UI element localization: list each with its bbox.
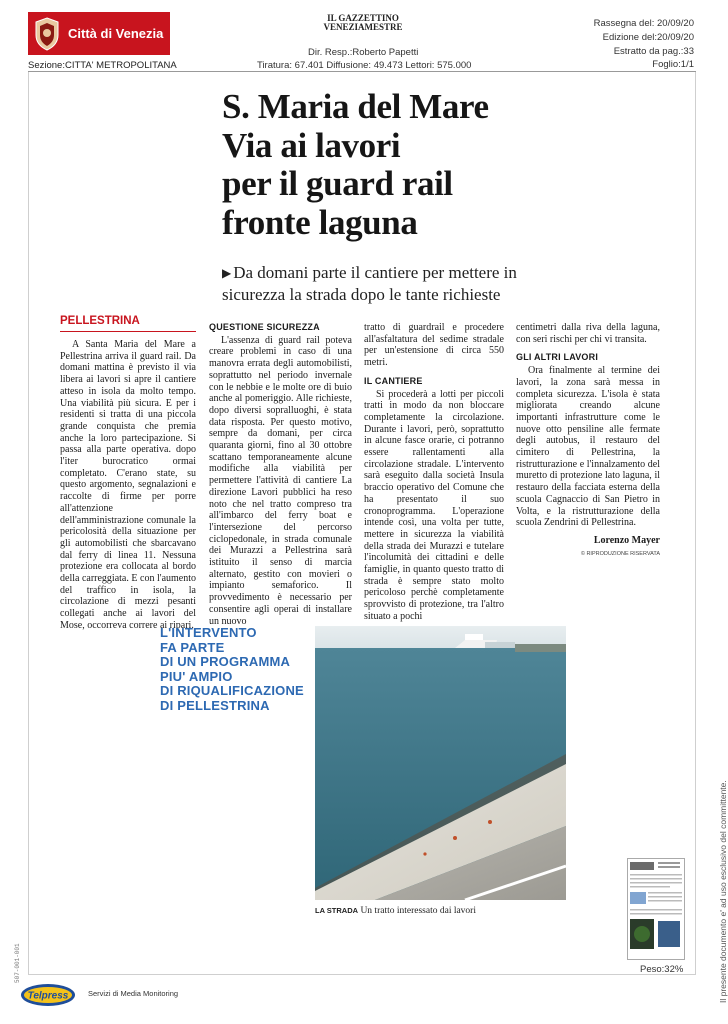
lagoon-road-photo: [315, 626, 566, 900]
pull-quote: [160, 626, 310, 713]
section-heading: QUESTIONE SICUREZZA: [209, 322, 320, 332]
paragraph: A Santa Maria del Mare a Pellestrina arriva il guard rail. Da domani mattina è previsto il via libera ai lavori si apre il cantiere atteso in isola da molto tempo. Una viabilità più sicura. E per i residenti si tratta di una piccola grande conquista che premia anche la loro partecipazione. Si passa alla parte operativa. dopo l'iter burocratico ormai completato. C'erano state, su questo argomento, segnalazioni e raccolte di firme per porre all'attenzione dell'amministrazione comunale la pericolosità della situazione per gli automobilisti che sbarcavano dal ferry di linea 11. Nessuna protezione era collocata al bordo della carreggiata. E con l'aumento del traffico in isola, la circolazione di mezzi pesanti collegati anche ai lavori del Mose, occorreva correre ai ripari.: [60, 339, 196, 631]
headline-line: S. Maria del Mare: [222, 87, 489, 126]
triangle-bullet-icon: ▶: [222, 266, 232, 280]
citta-di-venezia-logo: [28, 12, 170, 55]
headline-line: per il guard rail: [222, 164, 453, 203]
telpress-logo-text: Telpress: [27, 990, 69, 1002]
caption-label: LA STRADA: [315, 906, 359, 915]
pull-quote-line: L'INTERVENTO: [160, 625, 257, 640]
pull-quote-line: DI RIQUALIFICAZIONE: [160, 683, 304, 698]
document-meta: [594, 17, 694, 72]
paragraph: centimetri dalla riva della laguna, con seri rischi per chi vi transita.: [516, 322, 660, 345]
pull-quote-line: DI UN PROGRAMMA: [160, 654, 291, 669]
director-line: Dir. Resp.:Roberto Papetti: [308, 47, 419, 58]
reproduction-notice: © RIPRODUZIONE RISERVATA: [580, 550, 660, 557]
paragraph: Si procederà a lotti per piccoli tratti in modo da non bloccare completamente la circolazione. Durante i lavori, però, soprattutto in alcune fasce orarie, ci potranno essere rallentamenti alla circolazione stradale. L'intervento sarà eseguito dalla società Insula braccio operativo del Comune che ha presentato il suo cronoprogramma. L'operazione intende così, una volta per tutte, mettere in sicurezza la viabilità della strada dei Murazzi e tutelare l'incolumità dei cittadini e delle famiglie, in quanto questo tratto di strada è sempre stato molto pericoloso perchè completamente sprovvisto di protezione, tra l'altro situato a pochi: [364, 388, 504, 622]
paragraph: Ora finalmente al termine dei lavori, la zona sarà messa in completa sicurezza. L'isola è stata migliorata creando alcune importanti infrastrutture come le nuove otto pensiline alle fermate degli autobus, il restauro del cimitero di Pellestrina, la ristrutturazione e l'innalzamento del muretto di protezione lato laguna, il restauro della facciata esterna della scuola Cagnaccio di San Pietro in Volta, e la ristrutturazione della scuola Zendrini di Pellestrina.: [516, 365, 660, 529]
masthead-title: IL GAZZETTINO: [327, 13, 399, 23]
venezia-crest-icon: [34, 17, 60, 51]
rassegna-date: Rassegna del: 20/09/20: [593, 18, 694, 29]
usage-notice-text: Il presente documento e' ad uso esclusivo del committente.: [718, 780, 728, 1003]
section-heading: IL CANTIERE: [364, 375, 423, 386]
circulation-line: Tiratura: 67.401 Diffusione: 49.473 Lettori: 575.000: [257, 60, 472, 71]
kicker-divider: [60, 331, 196, 332]
subhead-text: Da domani parte il cantiere per mettere in sicurezza la strada dopo le tante richieste: [222, 263, 517, 304]
section-label: Sezione:CITTA' METROPOLITANA: [28, 60, 177, 71]
document-code-text: 507-001-001: [14, 943, 21, 983]
pull-quote-line: FA PARTE: [160, 639, 225, 655]
paragraph: tratto di guardrail e procedere all'asfaltatura del sedime stradale per un'estensione di circa 550 metri.: [364, 322, 504, 369]
headline-line: fronte laguna: [222, 202, 418, 242]
edizione-date: Edizione del:20/09/20: [602, 31, 694, 43]
headline-line: Via ai lavori: [222, 125, 401, 165]
peso-label: Peso:32%: [640, 964, 684, 975]
section-heading: GLI ALTRI LAVORI: [516, 352, 599, 363]
article-subhead: [222, 262, 522, 305]
article-photo: [315, 626, 566, 900]
article-column-4: [516, 322, 660, 560]
article-headline: [222, 88, 662, 242]
pull-quote-line: DI PELLESTRINA: [160, 697, 270, 713]
masthead-subtitle: VENEZIAMESTRE: [323, 22, 403, 32]
article-column-1: [60, 339, 196, 632]
logo-text: Città di Venezia: [68, 26, 164, 41]
newspaper-masthead: [323, 14, 403, 32]
estratto-page: Estratto da pag.:33: [613, 45, 694, 57]
page-thumbnail: [627, 858, 685, 960]
article-byline: Lorenzo Mayer: [593, 534, 660, 546]
foglio-number: Foglio:1/1: [652, 59, 694, 71]
page-thumbnail-image: [628, 859, 684, 959]
article-column-3: [364, 322, 504, 623]
paragraph: L'assenza di guard rail poteva creare problemi in caso di una manovra errata degli automobilisti, soprattutto nel periodo invernale con le nebbie e le molte ore di buio anche al pomeriggio. Alle richieste, dopo diversi sopralluoghi, è stata data risposta. Per questo motivo, sempre da domani, per circa quaranta giorni, fino al 30 ottobre scattano temporaneamente alcune modifiche alla viabilità per permettere l'attività di cantiere La direzione Lavori pubblici ha reso noto che nel tratto compreso tra all'imbarco del ferry boat e l'intersezione del percorso ciclopedonale, in strada comunale dei Murazzi a Pellestrina sarà istituito il senso di marcia alternato, gestito con movieri o impianto semaforico. Il provvedimento è necessario per consentire agli operai di installare un nuovo: [209, 334, 352, 627]
caption-text: Un tratto interessato dai lavori: [360, 906, 476, 916]
article-column-2: [209, 322, 352, 627]
usage-notice: [706, 735, 728, 1005]
footer-service-text: Servizi di Media Monitoring: [88, 989, 179, 998]
pull-quote-line: PIU' AMPIO: [160, 668, 233, 684]
photo-caption: [315, 906, 575, 916]
telpress-logo-icon: [20, 983, 76, 1007]
telpress-logo: [20, 983, 76, 1007]
document-code: [4, 925, 21, 985]
article-kicker: PELLESTRINA: [60, 315, 140, 327]
